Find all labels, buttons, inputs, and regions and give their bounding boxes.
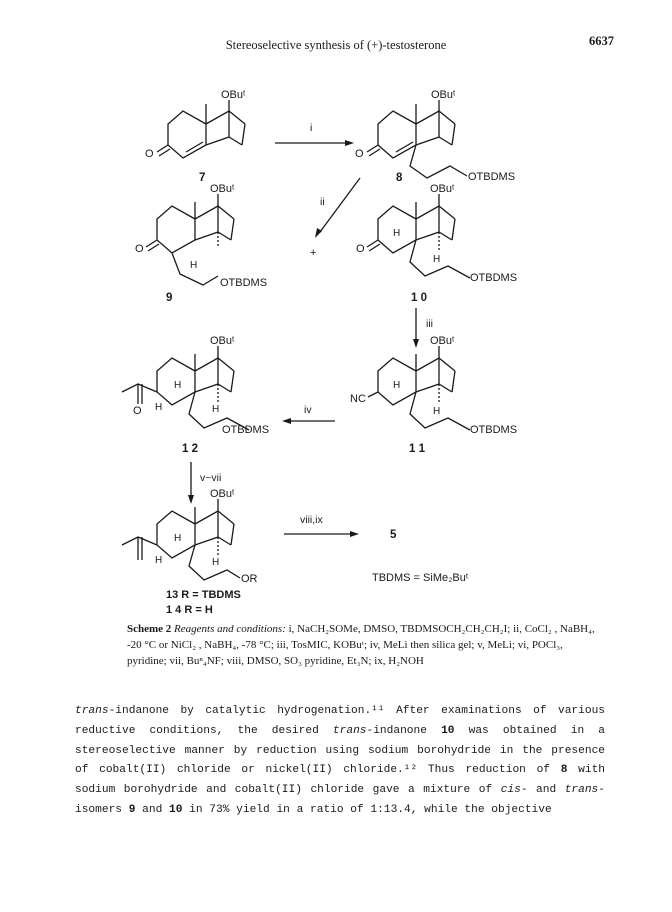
arrow-label: ii [320, 196, 325, 208]
body-seg: isomers [75, 803, 129, 816]
arrow-label: i [310, 122, 313, 134]
h-label: H [212, 404, 220, 415]
otbdms-label: OTBDMS [220, 277, 268, 289]
scheme-caption [127, 621, 597, 669]
caption-label: Scheme 2 [127, 623, 172, 635]
body-seg: was obtained in a stereoselective manner by reduction using sodium borohydride in the presence of cobalt(II) chloride or nickel(II) chloride.¹² Thus reduction of [75, 724, 605, 777]
cyano-label: NC [350, 393, 366, 405]
oxygen-label: O [135, 243, 144, 255]
oxygen-label: O [355, 148, 364, 160]
compound-number: 7 [199, 172, 206, 184]
arrow-label: v~vii [200, 472, 222, 484]
body-seg: and [527, 784, 565, 797]
h-label: H [393, 380, 401, 391]
page-number: 6637 [589, 34, 614, 48]
otbdms-label: OTBDMS [468, 171, 516, 183]
compound-10 [356, 183, 517, 304]
caption-text: i, NaCH₂SOMe, DMSO, TBDMSOCH₂CH₂CH₂I; ii, CoCl₂ , NaBH₄, -20 °C or NiCl₂ , NaBH₄, -78 °C; iii, TosMIC, KOBuᵗ; iv, MeLi then silica gel; v, MeLi; vi, POCl₃, pyridine; vii, Buⁿ₄NF; viii, DMSO, SO₃ pyridine, Et₃N; ix, H₂NOH [127, 623, 595, 667]
obut-label: OBuᵗ [210, 488, 235, 500]
body-seg: trans- [564, 784, 605, 797]
body-seg: indanone by catalytic hydrogenation.¹¹ After examinations of various reductive conditions, the desired [75, 705, 605, 737]
compound-ref: 10 [441, 724, 455, 737]
body-seg: in 73% yield in a ratio of 1:13.4, while the objective [182, 803, 552, 816]
oxygen-label: O [145, 148, 154, 160]
body-seg: cis- [500, 784, 528, 797]
compound-9 [135, 183, 267, 304]
compound-ref: 10 [169, 803, 183, 816]
body-seg: and [135, 803, 170, 816]
arrow-label: viii,ix [300, 514, 323, 526]
compound-14-legend: 1 4 R = H [166, 604, 213, 616]
obut-label: OBuᵗ [221, 89, 246, 101]
arrow-viii-ix [284, 514, 359, 537]
h-label: H [174, 380, 182, 391]
h-label: H [212, 557, 220, 568]
body-seg: with sodium borohydride and cobalt(II) chloride gave a mixture of [75, 764, 605, 797]
oxygen-label: O [356, 243, 365, 255]
body-seg: indanone [373, 724, 442, 737]
obut-label: OBuᵗ [210, 335, 235, 347]
obut-label: OBuᵗ [431, 89, 456, 101]
compound-11 [350, 335, 517, 455]
compound-ref: 9 [128, 803, 136, 816]
otbdms-label: OTBDMS [470, 424, 518, 436]
running-header: Stereoselective synthesis of (+)-testosterone [225, 38, 447, 52]
obut-label: OBuᵗ [430, 335, 455, 347]
h-label: H [155, 555, 163, 566]
arrow-ii [315, 178, 360, 238]
compound-8 [355, 89, 515, 184]
h-label: H [433, 406, 441, 417]
oxygen-label: O [133, 405, 142, 417]
body-seg: trans- [75, 705, 116, 717]
obut-label: OBuᵗ [210, 183, 235, 195]
body-seg: trans- [332, 724, 374, 737]
arrow-iv [282, 404, 335, 424]
obut-label: OBuᵗ [430, 183, 455, 195]
compound-ref: 8 [560, 764, 568, 777]
h-label: H [393, 228, 401, 239]
or-label: OR [241, 573, 258, 585]
compound-number: 5 [390, 529, 397, 541]
body-paragraph [75, 702, 605, 821]
h-label: H [155, 402, 163, 413]
compound-number: 1 2 [182, 443, 198, 455]
compound-number: 8 [396, 172, 403, 184]
arrow-label: iii [426, 318, 433, 330]
compound-number: 9 [166, 292, 173, 304]
tbdms-definition: TBDMS = SiMe₂Buᵗ [372, 572, 469, 584]
h-label: H [190, 260, 198, 271]
compound-13-legend: 13 R = TBDMS [166, 589, 241, 601]
compound-7 [145, 89, 246, 184]
compound-12 [122, 335, 269, 455]
arrow-i [275, 122, 354, 146]
compound-number: 1 0 [411, 292, 427, 304]
arrow-label: iv [304, 404, 312, 416]
otbdms-label: OTBDMS [470, 272, 518, 284]
plus-sign: + [310, 247, 317, 259]
h-label: H [433, 254, 441, 265]
compound-13-14 [122, 488, 258, 616]
otbdms-label: OTBDMS [222, 424, 270, 436]
h-label: H [174, 533, 182, 544]
compound-number: 1 1 [409, 443, 425, 455]
caption-heading: Reagents and conditions: [174, 623, 286, 635]
